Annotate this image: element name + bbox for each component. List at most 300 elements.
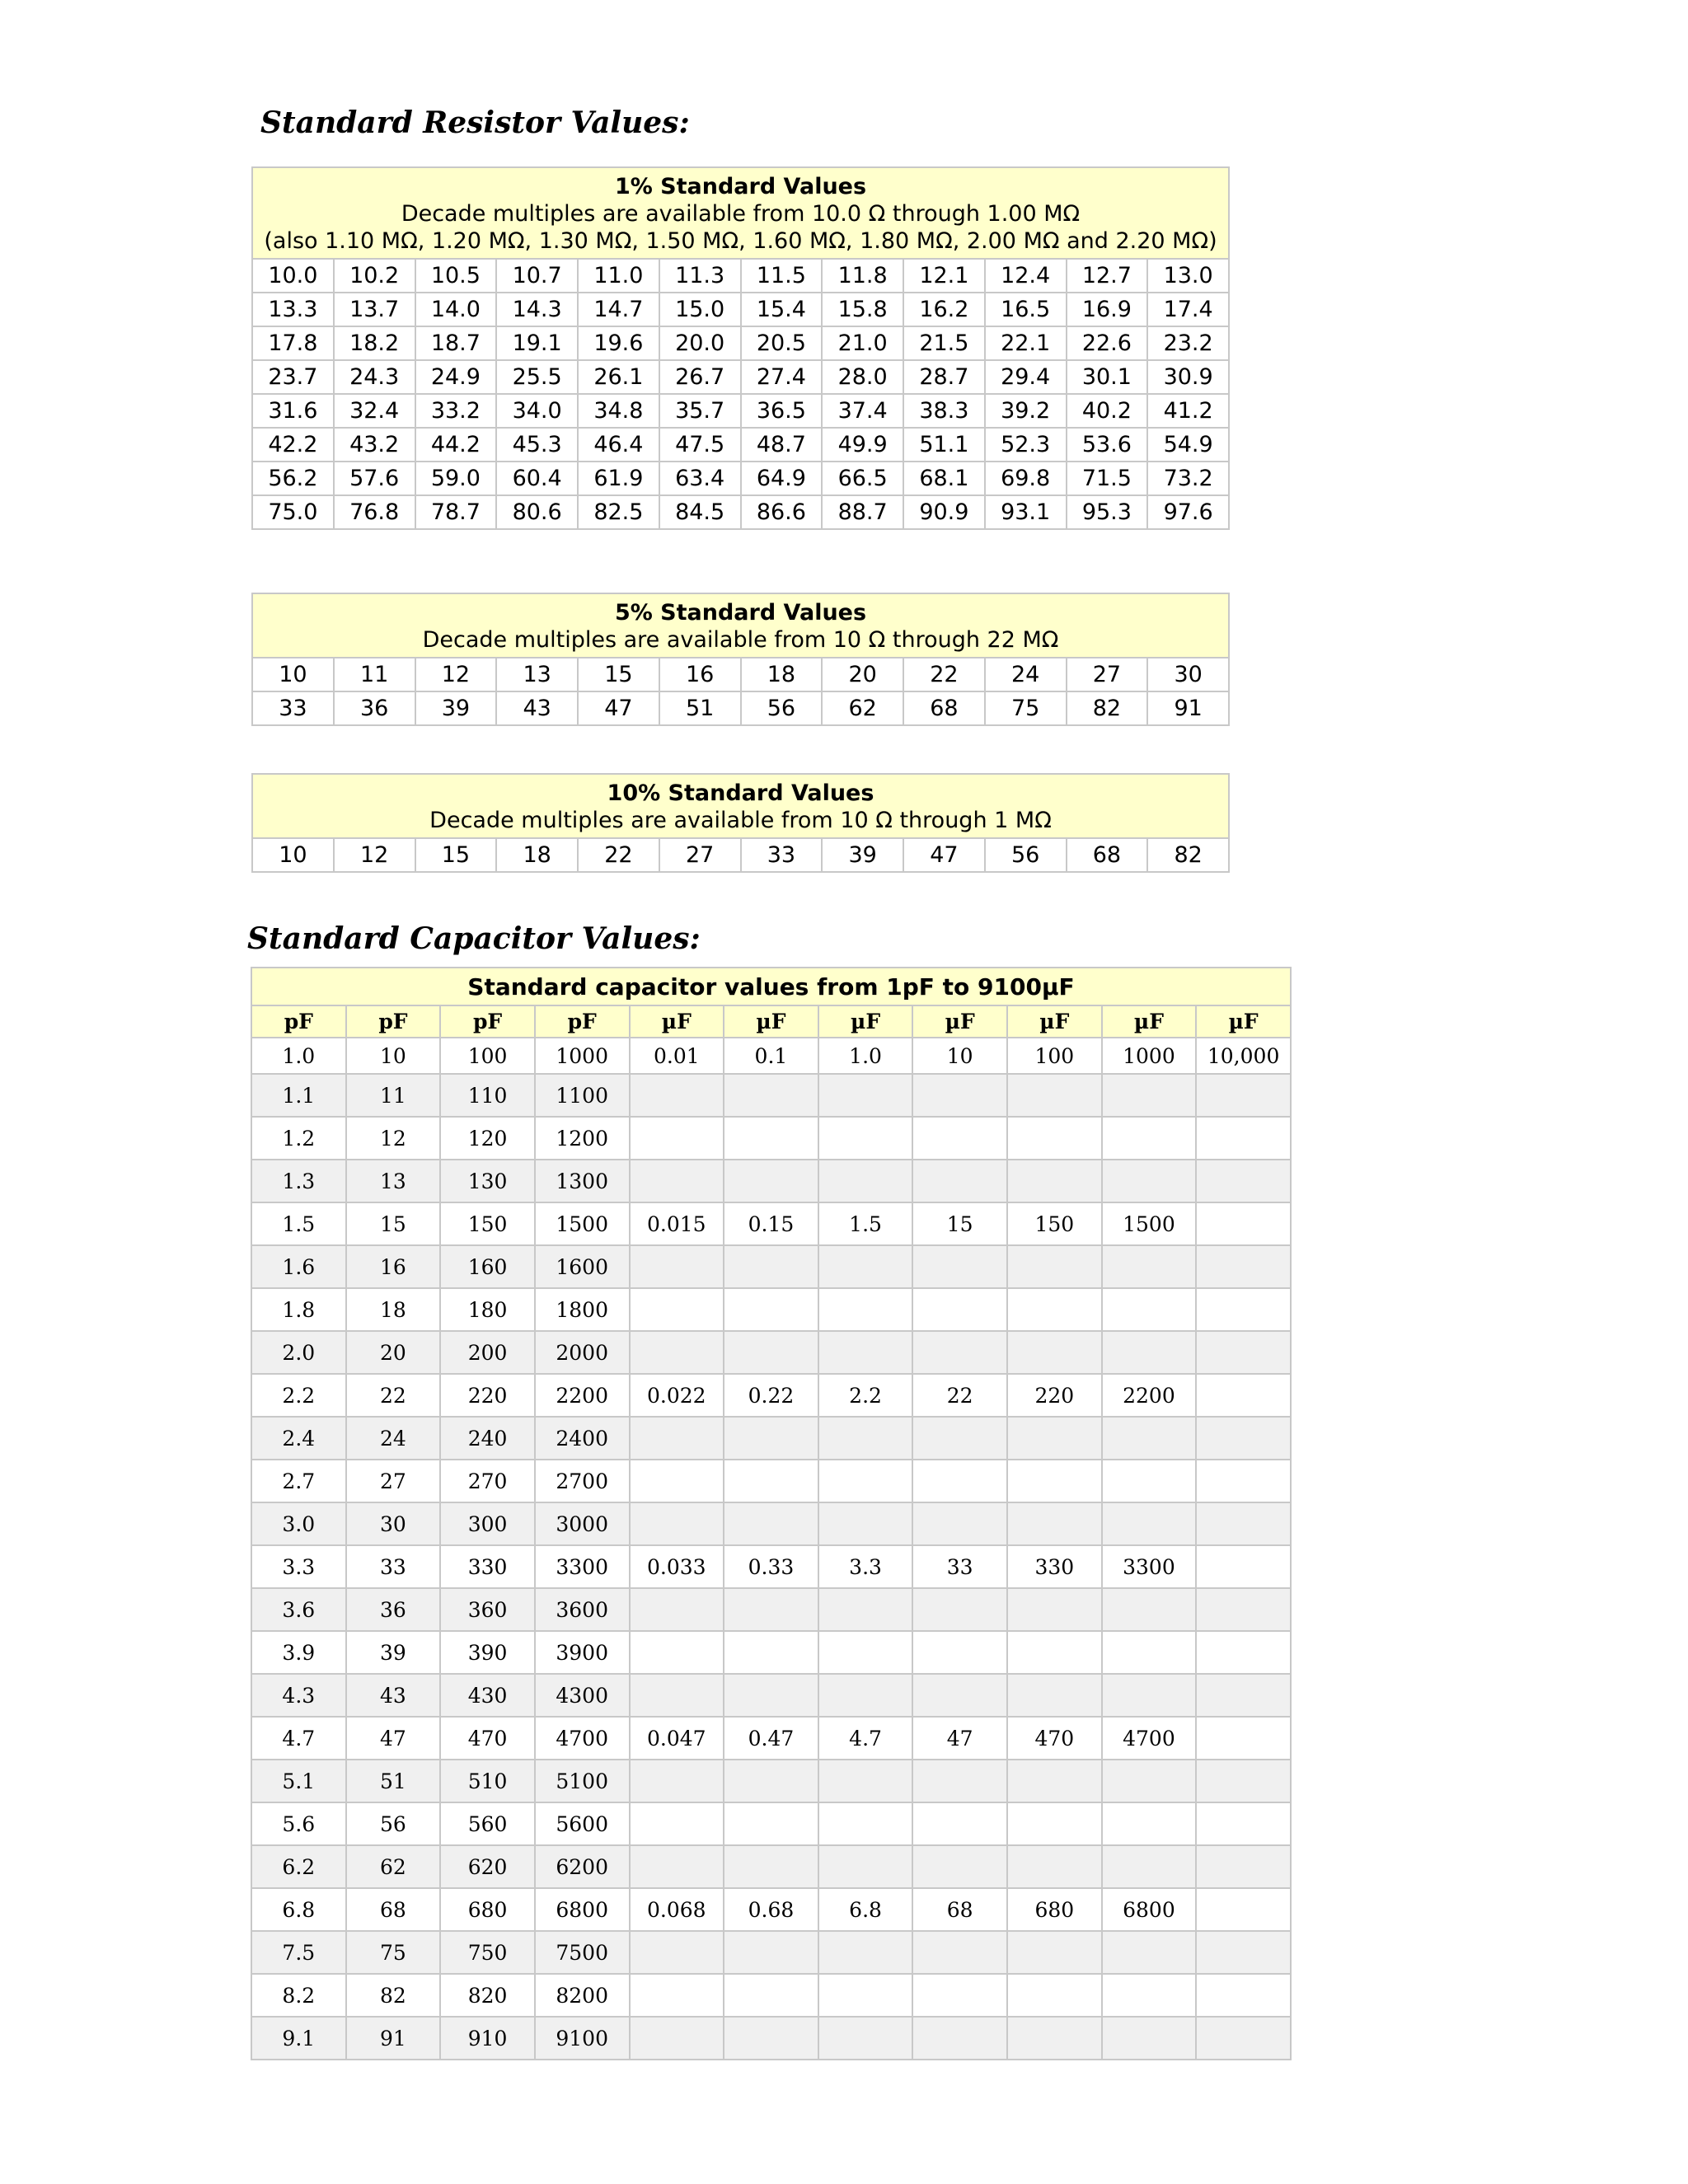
value-cell: 47 bbox=[578, 691, 659, 725]
capacitor-value-cell bbox=[1007, 1117, 1102, 1160]
value-cell: 26.1 bbox=[578, 360, 659, 394]
value-cell: 14.3 bbox=[496, 293, 578, 326]
unit-header-cell: pF bbox=[251, 1005, 346, 1038]
value-cell: 59.0 bbox=[415, 462, 497, 495]
capacitor-value-cell: 2.2 bbox=[818, 1374, 913, 1417]
capacitor-row bbox=[251, 1160, 1291, 1202]
capacitor-value-cell: 0.68 bbox=[724, 1888, 818, 1931]
value-cell: 63.4 bbox=[659, 462, 741, 495]
capacitor-value-cell: 13 bbox=[346, 1160, 441, 1202]
capacitor-value-cell: 0.1 bbox=[724, 1038, 818, 1074]
value-cell: 33.2 bbox=[415, 394, 497, 428]
capacitor-value-cell: 1800 bbox=[535, 1288, 630, 1331]
value-cell: 12 bbox=[415, 658, 497, 691]
value-cell: 38.3 bbox=[903, 394, 985, 428]
value-cell: 91 bbox=[1147, 691, 1229, 725]
value-cell: 62 bbox=[822, 691, 903, 725]
value-cell: 52.3 bbox=[985, 428, 1067, 462]
unit-header-cell: µF bbox=[1196, 1005, 1291, 1038]
capacitor-value-cell: 7.5 bbox=[251, 1931, 346, 1974]
capacitor-value-cell: 2.0 bbox=[251, 1331, 346, 1374]
ten-percent-title: 10% Standard Values bbox=[607, 780, 874, 806]
capacitor-value-cell: 1.3 bbox=[251, 1160, 346, 1202]
capacitor-value-cell: 10 bbox=[346, 1038, 441, 1074]
capacitor-value-cell: 18 bbox=[346, 1288, 441, 1331]
capacitor-value-cell: 2.7 bbox=[251, 1460, 346, 1502]
ten-percent-values-table bbox=[251, 773, 1230, 873]
capacitor-value-cell: 6200 bbox=[535, 1845, 630, 1888]
one-percent-subtitle: Decade multiples are available from 10.0 Ω through 1.00 MΩ bbox=[401, 201, 1081, 227]
five-percent-title: 5% Standard Values bbox=[614, 600, 867, 626]
capacitor-value-cell bbox=[1196, 1288, 1291, 1331]
capacitor-value-cell bbox=[1007, 1245, 1102, 1288]
capacitor-value-cell: 10,000 bbox=[1196, 1038, 1291, 1074]
capacitor-value-cell bbox=[912, 1288, 1007, 1331]
value-cell: 34.0 bbox=[496, 394, 578, 428]
capacitor-value-cell bbox=[1196, 1888, 1291, 1931]
value-cell: 97.6 bbox=[1147, 495, 1229, 529]
value-cell: 10.7 bbox=[496, 259, 578, 293]
capacitor-value-cell bbox=[1102, 1631, 1197, 1674]
capacitor-value-cell bbox=[1196, 1417, 1291, 1460]
five-percent-subtitle: Decade multiples are available from 10 Ω through 22 MΩ bbox=[422, 627, 1059, 653]
value-cell: 18.2 bbox=[334, 326, 415, 360]
capacitor-value-cell bbox=[912, 1931, 1007, 1974]
value-cell: 33 bbox=[741, 838, 823, 872]
capacitor-units-row bbox=[251, 1005, 1291, 1038]
value-cell: 19.1 bbox=[496, 326, 578, 360]
value-cell: 60.4 bbox=[496, 462, 578, 495]
capacitor-value-cell bbox=[1102, 1674, 1197, 1717]
unit-header-cell: pF bbox=[535, 1005, 630, 1038]
capacitor-row bbox=[251, 1374, 1291, 1417]
capacitor-value-cell bbox=[1007, 1974, 1102, 2017]
capacitor-value-cell bbox=[724, 1160, 818, 1202]
capacitor-value-cell bbox=[1007, 1802, 1102, 1845]
capacitor-value-cell: 51 bbox=[346, 1760, 441, 1802]
capacitor-value-cell: 180 bbox=[440, 1288, 535, 1331]
capacitor-value-cell bbox=[912, 1845, 1007, 1888]
value-cell: 14.7 bbox=[578, 293, 659, 326]
capacitor-value-cell: 3300 bbox=[535, 1545, 630, 1588]
capacitor-value-cell: 33 bbox=[346, 1545, 441, 1588]
capacitor-value-cell: 2400 bbox=[535, 1417, 630, 1460]
capacitor-value-cell: 100 bbox=[440, 1038, 535, 1074]
capacitor-value-cell: 1300 bbox=[535, 1160, 630, 1202]
unit-header-cell: pF bbox=[346, 1005, 441, 1038]
capacitor-value-cell bbox=[818, 1245, 913, 1288]
value-row bbox=[252, 293, 1229, 326]
value-cell: 66.5 bbox=[822, 462, 903, 495]
value-cell: 43 bbox=[496, 691, 578, 725]
capacitor-value-cell bbox=[1007, 1674, 1102, 1717]
capacitor-row bbox=[251, 1974, 1291, 2017]
capacitor-value-cell: 16 bbox=[346, 1245, 441, 1288]
capacitor-value-cell bbox=[1007, 1288, 1102, 1331]
capacitor-value-cell: 910 bbox=[440, 2017, 535, 2060]
capacitor-value-cell bbox=[912, 1588, 1007, 1631]
capacitor-value-cell bbox=[724, 1974, 818, 2017]
value-cell: 20 bbox=[822, 658, 903, 691]
capacitor-value-cell bbox=[818, 1160, 913, 1202]
capacitor-value-cell bbox=[1196, 1760, 1291, 1802]
capacitor-value-cell: 9.1 bbox=[251, 2017, 346, 2060]
capacitor-value-cell: 240 bbox=[440, 1417, 535, 1460]
value-row bbox=[252, 428, 1229, 462]
capacitor-value-cell bbox=[1102, 1117, 1197, 1160]
value-cell: 11 bbox=[334, 658, 415, 691]
value-row bbox=[252, 495, 1229, 529]
value-cell: 15.0 bbox=[659, 293, 741, 326]
capacitor-value-cell bbox=[912, 1074, 1007, 1117]
capacitor-value-cell bbox=[912, 1245, 1007, 1288]
capacitor-value-cell: 2200 bbox=[1102, 1374, 1197, 1417]
unit-header-cell: µF bbox=[912, 1005, 1007, 1038]
capacitor-value-cell: 470 bbox=[440, 1717, 535, 1760]
capacitor-value-cell: 6.8 bbox=[818, 1888, 913, 1931]
value-row bbox=[252, 326, 1229, 360]
capacitor-value-cell: 8.2 bbox=[251, 1974, 346, 2017]
capacitor-value-cell bbox=[1102, 2017, 1197, 2060]
unit-header-cell: µF bbox=[630, 1005, 724, 1038]
capacitor-value-cell: 7500 bbox=[535, 1931, 630, 1974]
capacitor-value-cell: 1.5 bbox=[818, 1202, 913, 1245]
capacitor-value-cell: 0.022 bbox=[630, 1374, 724, 1417]
value-cell: 12 bbox=[334, 838, 415, 872]
capacitor-value-cell bbox=[724, 1674, 818, 1717]
capacitor-value-cell bbox=[1007, 1631, 1102, 1674]
capacitor-value-cell: 560 bbox=[440, 1802, 535, 1845]
capacitor-value-cell: 130 bbox=[440, 1160, 535, 1202]
value-cell: 12.1 bbox=[903, 259, 985, 293]
capacitor-value-cell: 3900 bbox=[535, 1631, 630, 1674]
value-cell: 82 bbox=[1147, 838, 1229, 872]
capacitor-row bbox=[251, 1331, 1291, 1374]
value-cell: 27 bbox=[1067, 658, 1148, 691]
value-cell: 48.7 bbox=[741, 428, 823, 462]
capacitor-value-cell bbox=[1007, 1460, 1102, 1502]
five-percent-table-header bbox=[252, 593, 1229, 658]
capacitor-value-cell bbox=[912, 1460, 1007, 1502]
value-cell: 22.6 bbox=[1067, 326, 1148, 360]
value-cell: 75 bbox=[985, 691, 1067, 725]
capacitor-value-cell bbox=[630, 1460, 724, 1502]
capacitor-value-cell bbox=[724, 1460, 818, 1502]
capacitor-row bbox=[251, 1845, 1291, 1888]
capacitor-value-cell: 330 bbox=[440, 1545, 535, 1588]
value-cell: 93.1 bbox=[985, 495, 1067, 529]
one-percent-values-table bbox=[251, 166, 1230, 530]
capacitor-value-cell: 36 bbox=[346, 1588, 441, 1631]
value-cell: 57.6 bbox=[334, 462, 415, 495]
capacitor-value-cell bbox=[1196, 1460, 1291, 1502]
value-cell: 36 bbox=[334, 691, 415, 725]
capacitor-row bbox=[251, 1502, 1291, 1545]
capacitor-value-cell bbox=[1196, 1631, 1291, 1674]
capacitor-value-cell bbox=[818, 1074, 913, 1117]
capacitor-value-cell bbox=[1102, 1845, 1197, 1888]
capacitor-value-cell: 5600 bbox=[535, 1802, 630, 1845]
capacitor-value-cell bbox=[1102, 1974, 1197, 2017]
capacitor-value-cell bbox=[912, 1674, 1007, 1717]
capacitor-value-cell bbox=[1102, 1160, 1197, 1202]
capacitor-value-cell: 22 bbox=[346, 1374, 441, 1417]
value-cell: 13.3 bbox=[252, 293, 334, 326]
value-cell: 69.8 bbox=[985, 462, 1067, 495]
capacitor-value-cell: 510 bbox=[440, 1760, 535, 1802]
capacitor-value-cell: 0.015 bbox=[630, 1202, 724, 1245]
capacitor-value-cell: 9100 bbox=[535, 2017, 630, 2060]
capacitor-value-cell bbox=[630, 1760, 724, 1802]
capacitor-value-cell: 270 bbox=[440, 1460, 535, 1502]
value-cell: 28.0 bbox=[822, 360, 903, 394]
capacitor-value-cell bbox=[1102, 1502, 1197, 1545]
capacitor-value-cell bbox=[912, 1117, 1007, 1160]
capacitor-value-cell bbox=[724, 1331, 818, 1374]
capacitor-value-cell bbox=[1007, 2017, 1102, 2060]
value-row bbox=[252, 838, 1229, 872]
value-cell: 68.1 bbox=[903, 462, 985, 495]
value-cell: 42.2 bbox=[252, 428, 334, 462]
value-cell: 61.9 bbox=[578, 462, 659, 495]
capacitor-value-cell bbox=[1196, 1931, 1291, 1974]
capacitor-row bbox=[251, 1631, 1291, 1674]
capacitor-value-cell bbox=[1196, 1674, 1291, 1717]
value-cell: 28.7 bbox=[903, 360, 985, 394]
unit-header-cell: pF bbox=[440, 1005, 535, 1038]
value-cell: 47.5 bbox=[659, 428, 741, 462]
value-cell: 34.8 bbox=[578, 394, 659, 428]
capacitor-value-cell: 160 bbox=[440, 1245, 535, 1288]
capacitor-value-cell bbox=[818, 1760, 913, 1802]
unit-header-cell: µF bbox=[724, 1005, 818, 1038]
one-percent-table-header bbox=[252, 167, 1229, 259]
unit-header-cell: µF bbox=[1102, 1005, 1197, 1038]
capacitor-value-cell bbox=[1196, 1588, 1291, 1631]
capacitor-value-cell: 680 bbox=[440, 1888, 535, 1931]
capacitor-value-cell bbox=[1007, 1417, 1102, 1460]
capacitor-row bbox=[251, 1717, 1291, 1760]
value-cell: 21.5 bbox=[903, 326, 985, 360]
capacitor-row bbox=[251, 1288, 1291, 1331]
capacitor-value-cell: 5100 bbox=[535, 1760, 630, 1802]
capacitor-value-cell: 3000 bbox=[535, 1502, 630, 1545]
capacitor-value-cell bbox=[1102, 1931, 1197, 1974]
capacitor-value-cell bbox=[1102, 1417, 1197, 1460]
value-row bbox=[252, 658, 1229, 691]
capacitor-value-cell: 4.7 bbox=[251, 1717, 346, 1760]
capacitor-value-cell: 4700 bbox=[535, 1717, 630, 1760]
capacitor-value-cell bbox=[724, 1117, 818, 1160]
capacitor-value-cell: 0.22 bbox=[724, 1374, 818, 1417]
capacitor-value-cell bbox=[630, 2017, 724, 2060]
capacitor-value-cell: 1.1 bbox=[251, 1074, 346, 1117]
value-cell: 20.5 bbox=[741, 326, 823, 360]
capacitor-value-cell: 150 bbox=[440, 1202, 535, 1245]
capacitor-value-cell: 100 bbox=[1007, 1038, 1102, 1074]
value-cell: 71.5 bbox=[1067, 462, 1148, 495]
value-cell: 18 bbox=[496, 838, 578, 872]
capacitor-value-cell: 8200 bbox=[535, 1974, 630, 2017]
capacitor-value-cell: 11 bbox=[346, 1074, 441, 1117]
capacitor-value-cell: 1.2 bbox=[251, 1117, 346, 1160]
capacitor-value-cell: 0.47 bbox=[724, 1717, 818, 1760]
value-cell: 16.5 bbox=[985, 293, 1067, 326]
capacitor-row bbox=[251, 1074, 1291, 1117]
capacitor-value-cell: 27 bbox=[346, 1460, 441, 1502]
value-cell: 13.0 bbox=[1147, 259, 1229, 293]
capacitor-value-cell: 91 bbox=[346, 2017, 441, 2060]
capacitor-value-cell bbox=[630, 1974, 724, 2017]
value-cell: 13 bbox=[496, 658, 578, 691]
capacitor-value-cell bbox=[630, 1674, 724, 1717]
capacitor-value-cell: 68 bbox=[912, 1888, 1007, 1931]
value-cell: 36.5 bbox=[741, 394, 823, 428]
capacitor-value-cell bbox=[818, 1931, 913, 1974]
value-cell: 10.2 bbox=[334, 259, 415, 293]
value-cell: 80.6 bbox=[496, 495, 578, 529]
value-cell: 24.9 bbox=[415, 360, 497, 394]
value-cell: 56 bbox=[741, 691, 823, 725]
value-cell: 17.8 bbox=[252, 326, 334, 360]
capacitor-value-cell: 6.2 bbox=[251, 1845, 346, 1888]
capacitor-value-cell bbox=[724, 1845, 818, 1888]
value-cell: 19.6 bbox=[578, 326, 659, 360]
capacitor-value-cell: 3.9 bbox=[251, 1631, 346, 1674]
capacitor-value-cell: 39 bbox=[346, 1631, 441, 1674]
capacitor-value-cell bbox=[818, 2017, 913, 2060]
capacitor-value-cell bbox=[818, 1631, 913, 1674]
capacitor-row bbox=[251, 1460, 1291, 1502]
capacitor-value-cell bbox=[724, 1245, 818, 1288]
capacitor-value-cell bbox=[1102, 1331, 1197, 1374]
capacitor-value-cell: 360 bbox=[440, 1588, 535, 1631]
capacitor-row bbox=[251, 2017, 1291, 2060]
capacitor-value-cell: 3.3 bbox=[251, 1545, 346, 1588]
capacitor-value-cell: 3600 bbox=[535, 1588, 630, 1631]
capacitor-value-cell bbox=[630, 1588, 724, 1631]
capacitor-value-cell bbox=[1196, 1845, 1291, 1888]
capacitor-value-cell bbox=[1102, 1288, 1197, 1331]
capacitor-value-cell: 750 bbox=[440, 1931, 535, 1974]
value-cell: 22 bbox=[903, 658, 985, 691]
one-percent-extra-values: (also 1.10 MΩ, 1.20 MΩ, 1.30 MΩ, 1.50 MΩ, 1.60 MΩ, 1.80 MΩ, 2.00 MΩ and 2.20 MΩ) bbox=[264, 228, 1217, 254]
capacitor-value-cell: 43 bbox=[346, 1674, 441, 1717]
capacitor-value-cell bbox=[1196, 1545, 1291, 1588]
capacitor-value-cell bbox=[1007, 1502, 1102, 1545]
value-cell: 47 bbox=[903, 838, 985, 872]
capacitor-value-cell bbox=[1102, 1760, 1197, 1802]
value-cell: 24 bbox=[985, 658, 1067, 691]
one-percent-title: 1% Standard Values bbox=[614, 174, 867, 199]
value-cell: 15 bbox=[578, 658, 659, 691]
value-cell: 51 bbox=[659, 691, 741, 725]
capacitor-value-cell: 56 bbox=[346, 1802, 441, 1845]
value-cell: 11.3 bbox=[659, 259, 741, 293]
value-cell: 76.8 bbox=[334, 495, 415, 529]
ten-percent-subtitle: Decade multiples are available from 10 Ω through 1 MΩ bbox=[429, 808, 1052, 833]
capacitor-value-cell: 150 bbox=[1007, 1202, 1102, 1245]
capacitor-value-cell bbox=[1102, 1245, 1197, 1288]
capacitor-value-cell bbox=[1196, 1117, 1291, 1160]
capacitor-value-cell bbox=[1007, 1160, 1102, 1202]
capacitor-value-cell bbox=[1196, 1802, 1291, 1845]
value-cell: 44.2 bbox=[415, 428, 497, 462]
capacitor-value-cell: 430 bbox=[440, 1674, 535, 1717]
capacitor-value-cell: 120 bbox=[440, 1117, 535, 1160]
capacitor-value-cell bbox=[1102, 1460, 1197, 1502]
value-cell: 39 bbox=[415, 691, 497, 725]
value-row bbox=[252, 259, 1229, 293]
capacitor-table-title: Standard capacitor values from 1pF to 9100µF bbox=[251, 968, 1291, 1005]
capacitor-value-cell bbox=[818, 1417, 913, 1460]
value-cell: 78.7 bbox=[415, 495, 497, 529]
capacitor-value-cell bbox=[912, 2017, 1007, 2060]
value-cell: 37.4 bbox=[822, 394, 903, 428]
value-cell: 16.9 bbox=[1067, 293, 1148, 326]
value-cell: 51.1 bbox=[903, 428, 985, 462]
capacitor-value-cell: 0.01 bbox=[630, 1038, 724, 1074]
capacitor-row bbox=[251, 1760, 1291, 1802]
capacitor-value-cell: 30 bbox=[346, 1502, 441, 1545]
value-cell: 25.5 bbox=[496, 360, 578, 394]
capacitor-value-cell bbox=[1007, 1588, 1102, 1631]
value-cell: 32.4 bbox=[334, 394, 415, 428]
capacitor-value-cell: 2200 bbox=[535, 1374, 630, 1417]
capacitor-value-cell: 3300 bbox=[1102, 1545, 1197, 1588]
value-cell: 16.2 bbox=[903, 293, 985, 326]
capacitor-value-cell bbox=[724, 1074, 818, 1117]
value-row bbox=[252, 360, 1229, 394]
capacitor-value-cell bbox=[818, 1974, 913, 2017]
value-cell: 35.7 bbox=[659, 394, 741, 428]
capacitor-value-cell: 390 bbox=[440, 1631, 535, 1674]
capacitor-value-cell bbox=[1007, 1760, 1102, 1802]
value-cell: 11.0 bbox=[578, 259, 659, 293]
capacitor-value-cell bbox=[630, 1288, 724, 1331]
value-cell: 40.2 bbox=[1067, 394, 1148, 428]
capacitor-row bbox=[251, 1888, 1291, 1931]
value-cell: 82 bbox=[1067, 691, 1148, 725]
capacitor-value-cell bbox=[630, 1160, 724, 1202]
capacitor-value-cell bbox=[1196, 1974, 1291, 2017]
capacitor-value-cell: 24 bbox=[346, 1417, 441, 1460]
capacitor-value-cell: 820 bbox=[440, 1974, 535, 2017]
capacitor-value-cell: 1500 bbox=[535, 1202, 630, 1245]
capacitor-value-cell: 1.8 bbox=[251, 1288, 346, 1331]
capacitor-value-cell: 1.0 bbox=[251, 1038, 346, 1074]
capacitor-value-cell: 220 bbox=[440, 1374, 535, 1417]
capacitor-row bbox=[251, 1038, 1291, 1074]
capacitor-value-cell bbox=[818, 1460, 913, 1502]
value-cell: 49.9 bbox=[822, 428, 903, 462]
value-cell: 75.0 bbox=[252, 495, 334, 529]
value-row bbox=[252, 394, 1229, 428]
capacitor-value-cell: 4300 bbox=[535, 1674, 630, 1717]
value-cell: 56.2 bbox=[252, 462, 334, 495]
value-cell: 15.4 bbox=[741, 293, 823, 326]
value-cell: 84.5 bbox=[659, 495, 741, 529]
value-cell: 18.7 bbox=[415, 326, 497, 360]
capacitor-value-cell: 6.8 bbox=[251, 1888, 346, 1931]
capacitor-value-cell bbox=[724, 2017, 818, 2060]
capacitor-value-cell: 620 bbox=[440, 1845, 535, 1888]
capacitor-value-cell bbox=[1196, 1160, 1291, 1202]
value-cell: 13.7 bbox=[334, 293, 415, 326]
capacitor-value-cell: 3.0 bbox=[251, 1502, 346, 1545]
value-cell: 39 bbox=[822, 838, 903, 872]
value-cell: 23.2 bbox=[1147, 326, 1229, 360]
